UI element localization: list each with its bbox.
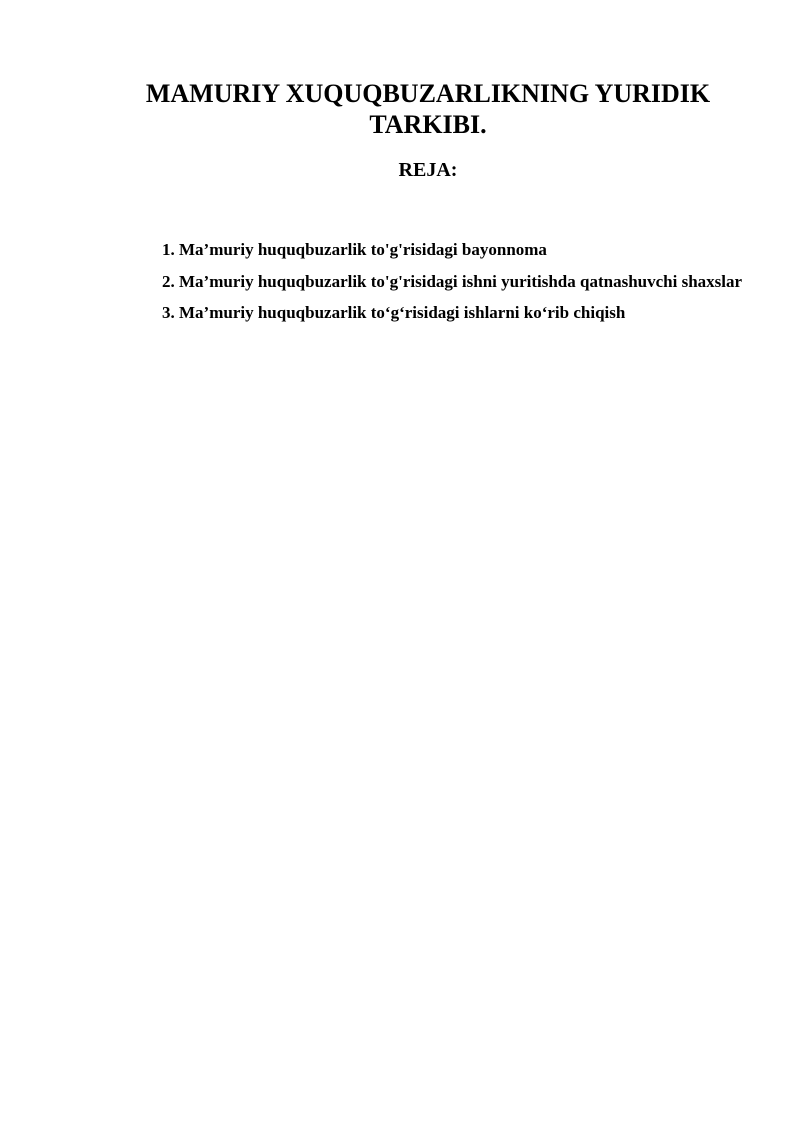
plan-item: 1. Ma’muriy huquqbuzarlik to'g'risidagi bayonnoma — [162, 240, 547, 259]
plan-heading: REJA: — [398, 159, 458, 181]
plan-item: 3. Ma’muriy huquqbuzarlik to‘g‘risidagi ishlarni ko‘rib chiqish — [162, 303, 626, 322]
plan-list — [113, 238, 743, 326]
document-body — [113, 78, 743, 333]
plan-item: 2. Ma’muriy huquqbuzarlik to'g'risidagi ishni yuritishda qatnashuvchi shaxslar — [162, 271, 743, 291]
document-title: MAMURIY XUQUQBUZARLIKNING YURIDIK TARKIBI. — [145, 79, 711, 139]
